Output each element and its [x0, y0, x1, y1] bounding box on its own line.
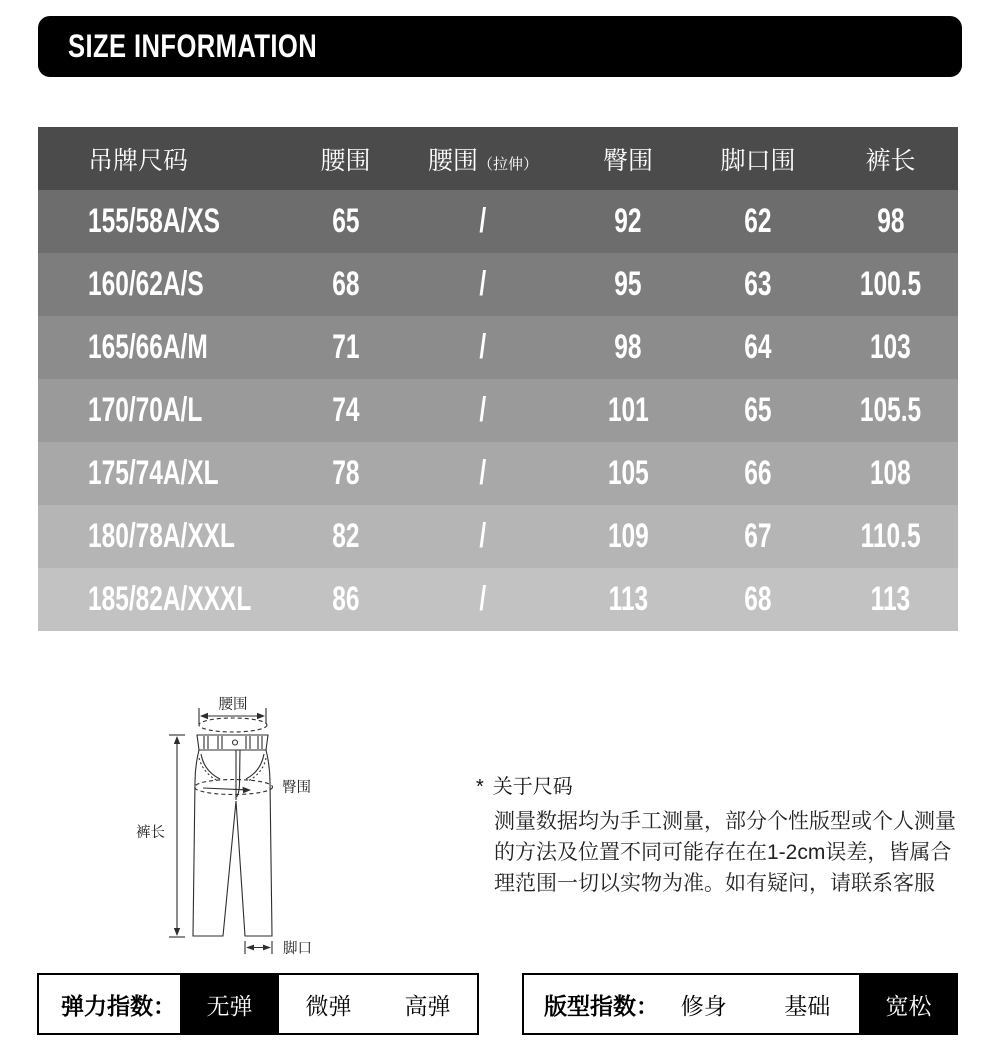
asterisk-marker: * — [476, 776, 484, 798]
size-label: 185/82A/XXXL — [88, 580, 252, 618]
notes-line: 测量数据均为手工测量，部分个性版型或个人测量 — [494, 810, 956, 833]
length-measure — [136, 735, 185, 937]
column-header-waist-stretch: 腰围（拉伸） — [427, 146, 539, 175]
column-header-leg-opening: 脚口围 — [720, 146, 796, 175]
table-row: 165/66A/M 71 / 98 64 103 — [38, 316, 958, 379]
leg-opening-measure — [245, 940, 312, 957]
notes-body — [494, 806, 956, 899]
column-header-tag-size: 吊牌尺码 — [88, 146, 189, 175]
fit-option-slim: 修身 — [680, 992, 727, 1019]
elasticity-option-none: 无弹 — [180, 973, 279, 1035]
size-label: 165/66A/M — [88, 328, 208, 366]
elasticity-index-bar — [37, 973, 479, 1035]
table-row: 160/62A/S 68 / 95 63 100.5 — [38, 253, 958, 316]
table-row: 175/74A/XL 78 / 105 66 108 — [38, 442, 958, 505]
table-row: 185/82A/XXXL 86 / 113 68 113 — [38, 568, 958, 631]
elasticity-label: 弹力指数： — [61, 992, 176, 1019]
column-header-hip: 臀围 — [602, 146, 653, 175]
notes-heading — [476, 770, 573, 799]
notes-line: 的方法及位置不同可能存在在1-2cm误差，皆属合 — [494, 841, 952, 864]
table-row: 155/58A/XS 65 / 92 62 98 — [38, 190, 958, 253]
column-header-length: 裤长 — [865, 146, 916, 175]
fit-option-basic: 基础 — [784, 992, 831, 1019]
column-header-waist: 腰围 — [320, 146, 371, 175]
fit-index-bar — [522, 973, 958, 1035]
waist-measure — [199, 696, 267, 732]
size-label: 180/78A/XXL — [88, 517, 235, 555]
table-row: 180/78A/XXL 82 / 109 67 110.5 — [38, 505, 958, 568]
size-label: 175/74A/XL — [88, 454, 219, 492]
leg-opening-label: 脚口 — [283, 941, 312, 957]
hip-measure — [195, 779, 312, 796]
button-icon — [233, 740, 238, 745]
pants-outline — [193, 750, 272, 936]
size-label: 170/70A/L — [88, 391, 203, 429]
page-title: SIZE INFORMATION — [68, 28, 318, 64]
table-row: 170/70A/L 74 / 101 65 105.5 — [38, 379, 958, 442]
notes-line: 理范围一切以实物为准。如有疑问，请联系客服 — [494, 872, 935, 895]
notes-heading-text: 关于尺码 — [492, 776, 573, 798]
fit-option-loose: 宽松 — [859, 973, 958, 1035]
fit-label: 版型指数： — [544, 992, 659, 1019]
size-label: 155/58A/XS — [88, 202, 221, 240]
elasticity-option-slight: 微弹 — [305, 992, 352, 1019]
waistband — [197, 735, 268, 750]
waist-label: 腰围 — [218, 697, 248, 713]
length-label: 裤长 — [136, 825, 165, 841]
size-label: 160/62A/S — [88, 265, 204, 303]
elasticity-option-high: 高弹 — [404, 992, 451, 1019]
table-header-row — [38, 127, 958, 190]
section-title-banner — [38, 16, 962, 77]
size-table — [38, 127, 958, 631]
hip-label: 臀围 — [282, 780, 311, 796]
pants-measurement-diagram — [100, 670, 420, 970]
